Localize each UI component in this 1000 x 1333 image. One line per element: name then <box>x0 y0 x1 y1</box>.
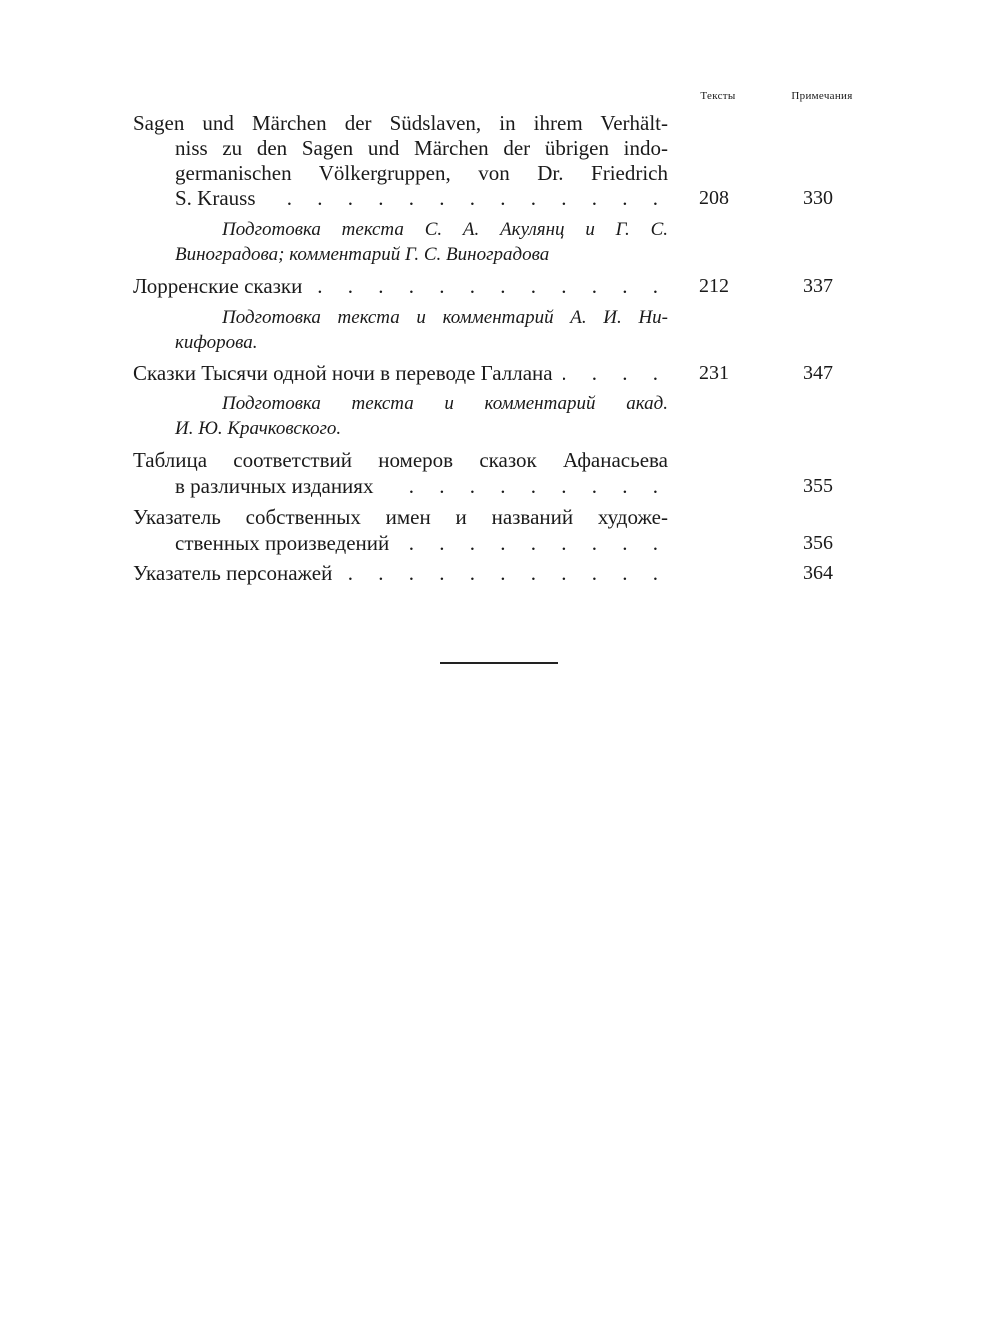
toc-entry-line <box>175 473 668 499</box>
dot-leader <box>383 473 668 499</box>
dot-leader <box>399 530 668 556</box>
credit-line: И. Ю. Крачковского. <box>175 418 342 439</box>
credit-line: Виноградова; комментарий Г. С. Виноградова <box>175 244 550 265</box>
entry-title: в различных изданиях <box>175 474 374 498</box>
dot-leader <box>563 360 668 386</box>
dot-leader <box>266 185 668 211</box>
dot-leader <box>312 273 668 299</box>
toc-entry-line <box>175 185 668 211</box>
toc-entry-line: Указатель собственных имен и названий художе- <box>133 505 668 529</box>
entry-title: Сказки Тысячи одной ночи в переводе Галлана <box>133 361 553 385</box>
toc-entry-line <box>175 530 668 556</box>
credit-line: Подготовка текста и комментарий акад. <box>222 393 668 414</box>
notes-page-number: 347 <box>803 362 833 384</box>
toc-entry-line <box>133 273 668 299</box>
toc-entry-line <box>133 560 668 586</box>
entry-title: ственных произведений <box>175 531 390 555</box>
toc-entry-line <box>133 360 668 386</box>
credit-line: Подготовка текста С. А. Акулянц и Г. С. <box>222 219 668 240</box>
toc-entry-line: Sagen und Märchen der Südslaven, in ihrem Verhält- <box>133 111 668 135</box>
credit-line: кифорова. <box>175 332 258 353</box>
notes-page-number: 330 <box>803 187 833 209</box>
column-header-texts: Тексты <box>700 90 736 102</box>
column-header-notes: Примечания <box>791 90 853 102</box>
notes-page-number: 364 <box>803 562 833 584</box>
credit-line: Подготовка текста и комментарий А. И. Ни- <box>222 307 668 328</box>
toc-entry-line: niss zu den Sagen und Märchen der übrigen indo- <box>175 136 668 160</box>
notes-page-number: 337 <box>803 275 833 297</box>
entry-title: Указатель персонажей <box>133 561 333 585</box>
notes-page-number: 356 <box>803 532 833 554</box>
dot-leader <box>342 560 668 586</box>
entry-title: Лорренские сказки <box>133 274 303 298</box>
texts-page-number: 208 <box>699 187 729 209</box>
texts-page-number: 231 <box>699 362 729 384</box>
texts-page-number: 212 <box>699 275 729 297</box>
end-rule-divider <box>440 662 558 664</box>
entry-title: S. Krauss <box>175 186 256 210</box>
toc-entry-line: germanischen Völkergruppen, von Dr. Friedrich <box>175 161 668 185</box>
toc-entry-line: Таблица соответствий номеров сказок Афанасьева <box>133 448 668 472</box>
notes-page-number: 355 <box>803 475 833 497</box>
